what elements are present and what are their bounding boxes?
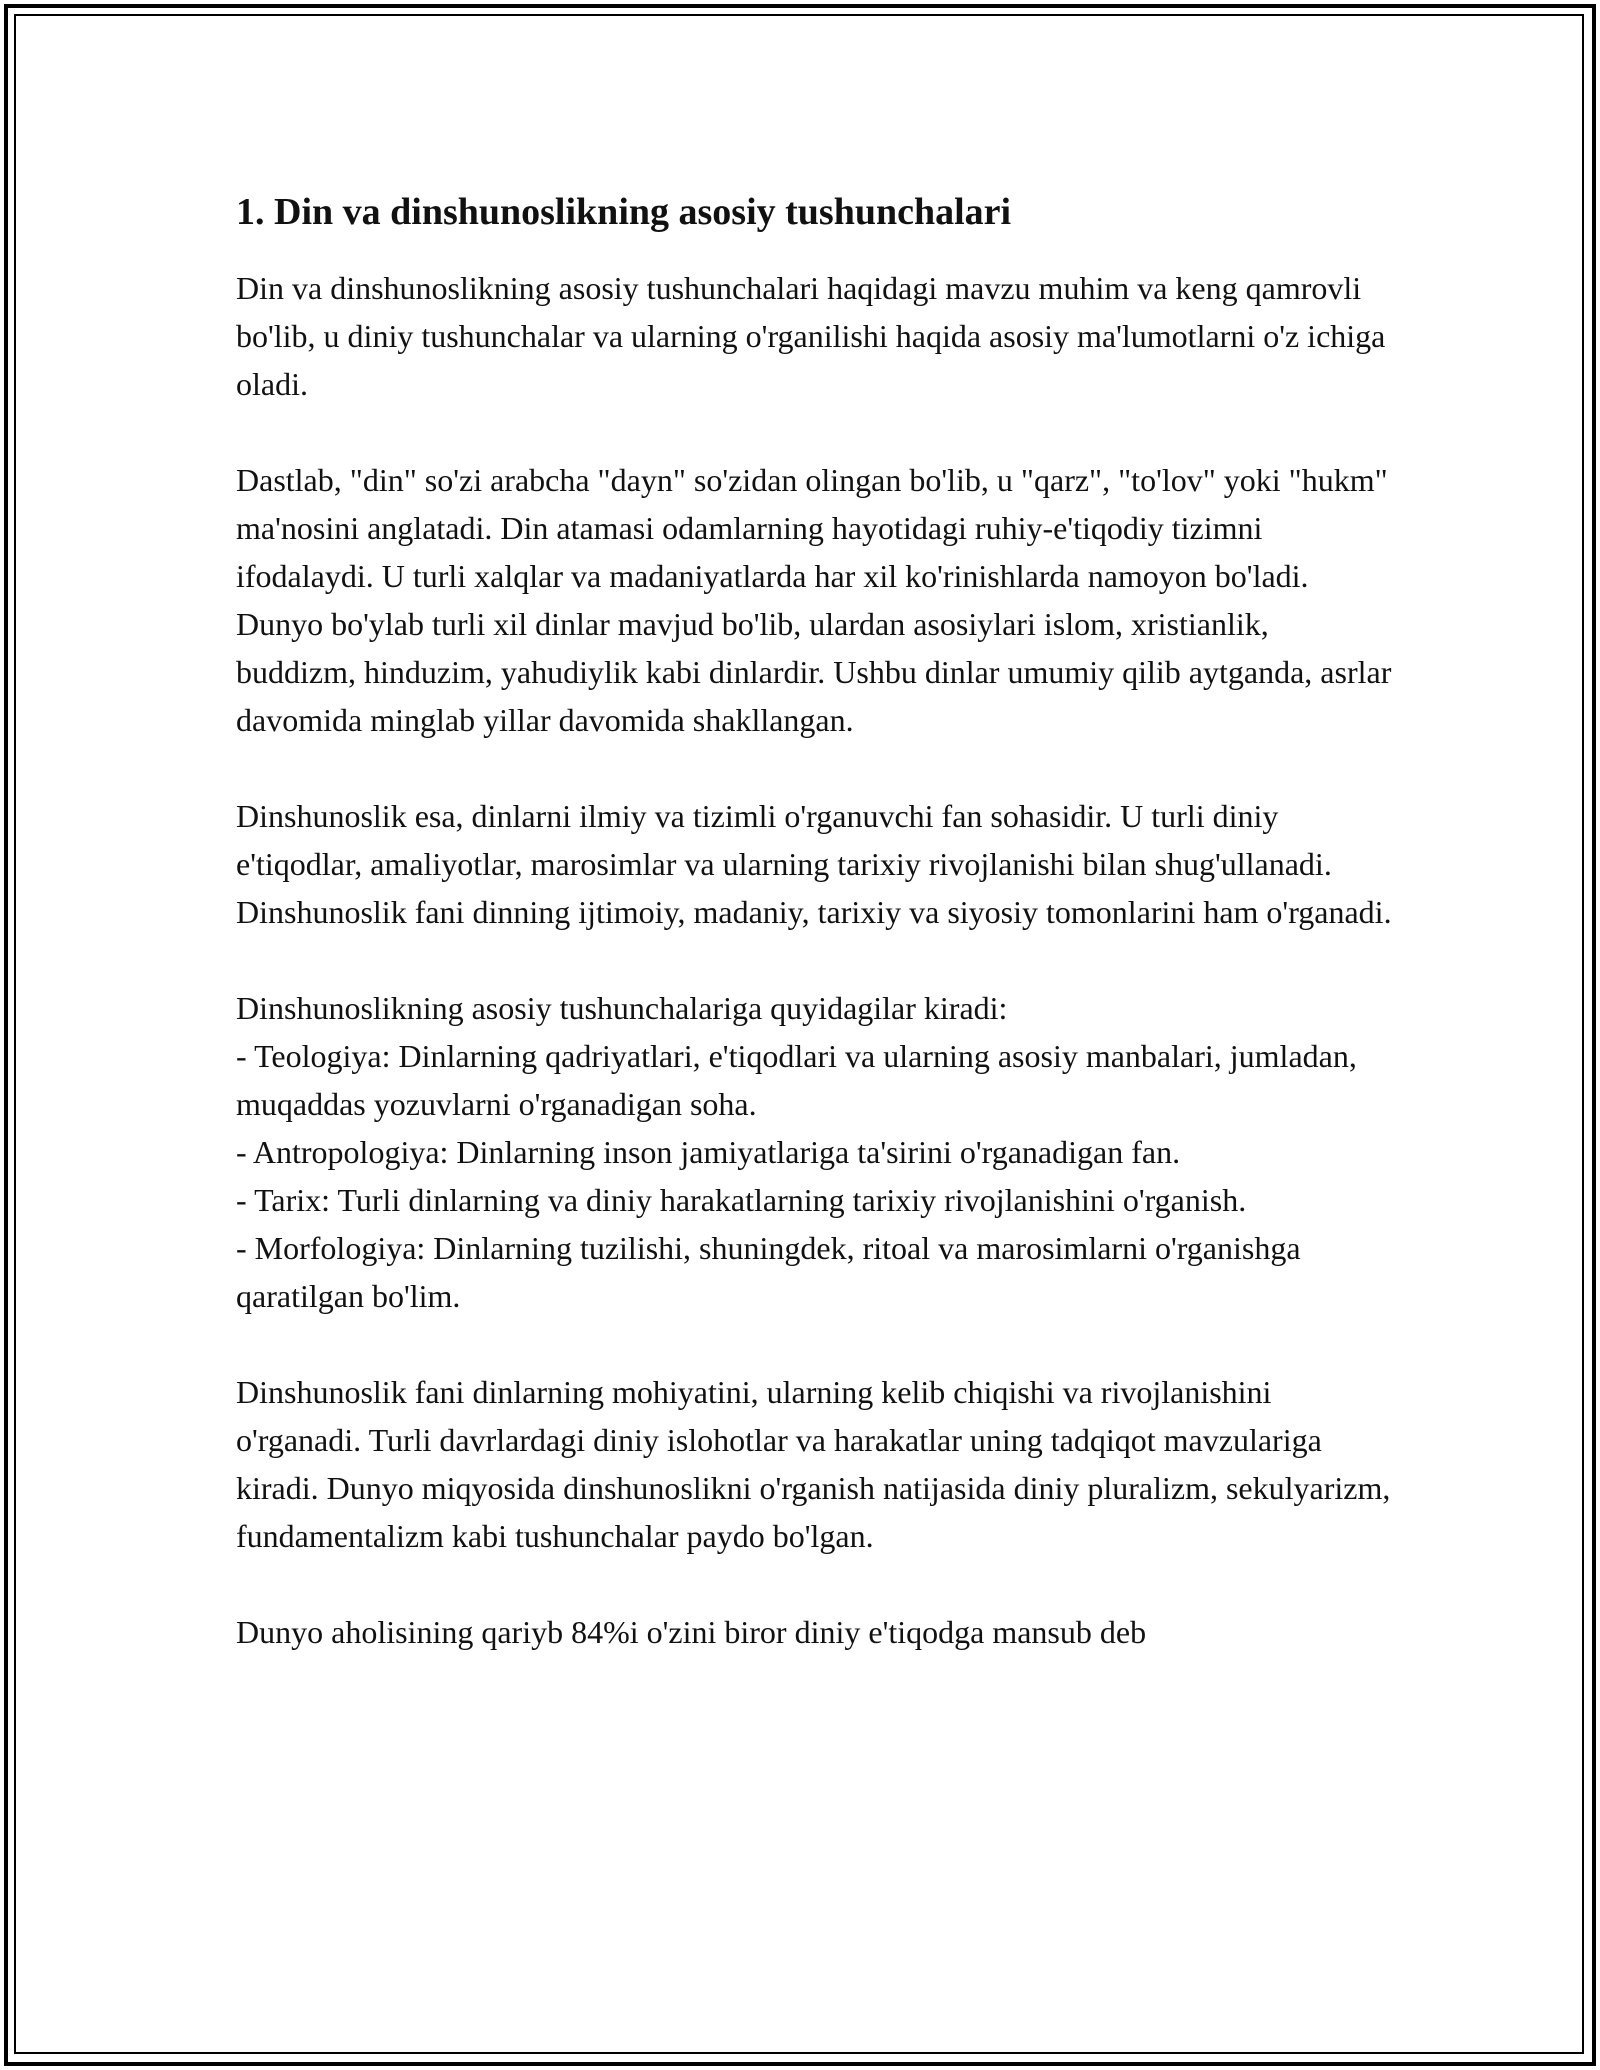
paragraph-gap (236, 1560, 1396, 1608)
document-body (236, 184, 1396, 1656)
paragraph-gap (236, 744, 1396, 792)
paragraph-gap (236, 936, 1396, 984)
list-intro: Dinshunoslikning asosiy tushunchalariga quyidagilar kiradi: (236, 990, 1008, 1026)
paragraph-dinshunoslik-scope: Dinshunoslik fani dinlarning mohiyatini, ularning kelib chiqishi va rivojlanishini o'rganadi. Turli davrlardagi diniy islohotlar va harakatlar uning tadqiqot mavzulariga kiradi. Dunyo miqyosida dinshunoslikni o'rganish natijasida diniy pluralizm, sekulyarizm, fundamentalizm kabi tushunchalar paydo bo'lgan. (236, 1374, 1391, 1554)
paragraph-dinshunoslik-definition: Dinshunoslik esa, dinlarni ilmiy va tizimli o'rganuvchi fan sohasidir. U turli diniy e'tiqodlar, amaliyotlar, marosimlar va ularning tarixiy rivojlanishi bilan shug'ullanadi. Dinshunoslik fani dinning ijtimoiy, madaniy, tarixiy va siyosiy tomonlarini ham o'rganadi. (236, 798, 1392, 930)
list-item-teologiya: - Teologiya: Dinlarning qadriyatlari, e'tiqodlari va ularning asosiy manbalari, jumladan, muqaddas yozuvlarni o'rganadigan soha. (236, 1038, 1357, 1122)
paragraph-din-etymology: Dastlab, "din" so'zi arabcha "dayn" so'zidan olingan bo'lib, u "qarz", "to'lov" yoki "hukm" ma'nosini anglatadi. Din atamasi odamlarning hayotidagi ruhiy-e'tiqodiy tizimni ifodalaydi. U turli xalqlar va madaniyatlarda har xil ko'rinishlarda namoyon bo'ladi. Dunyo bo'ylab turli xil dinlar mavjud bo'lib, ulardan asosiylari islom, xristianlik, buddizm, hinduzim, yahudiylik kabi dinlardir. Ushbu dinlar umumiy qilib aytganda, asrlar davomida minglab yillar davomida shakllangan. (236, 462, 1392, 738)
list-item-morfologiya: - Morfologiya: Dinlarning tuzilishi, shuningdek, ritoal va marosimlarni o'rganishga qaratilgan bo'lim. (236, 1230, 1301, 1314)
paragraph-intro: Din va dinshunoslikning asosiy tushunchalari haqidagi mavzu muhim va keng qamrovli bo'lib, u diniy tushunchalar va ularning o'rganilishi haqida asosiy ma'lumotlarni o'z ichiga oladi. (236, 270, 1386, 402)
section-heading: 1. Din va dinshunoslikning asosiy tushunchalari (236, 191, 1012, 233)
paragraph-population: Dunyo aholisining qariyb 84%i o'zini biror diniy e'tiqodga mansub deb (236, 1614, 1147, 1650)
paragraph-gap (236, 1320, 1396, 1368)
paragraph-gap (236, 408, 1396, 456)
list-item-tarix: - Tarix: Turli dinlarning va diniy harakatlarning tarixiy rivojlanishini o'rganish. (236, 1182, 1247, 1218)
list-item-antropologiya: - Antropologiya: Dinlarning inson jamiyatlariga ta'sirini o'rganadigan fan. (236, 1134, 1181, 1170)
